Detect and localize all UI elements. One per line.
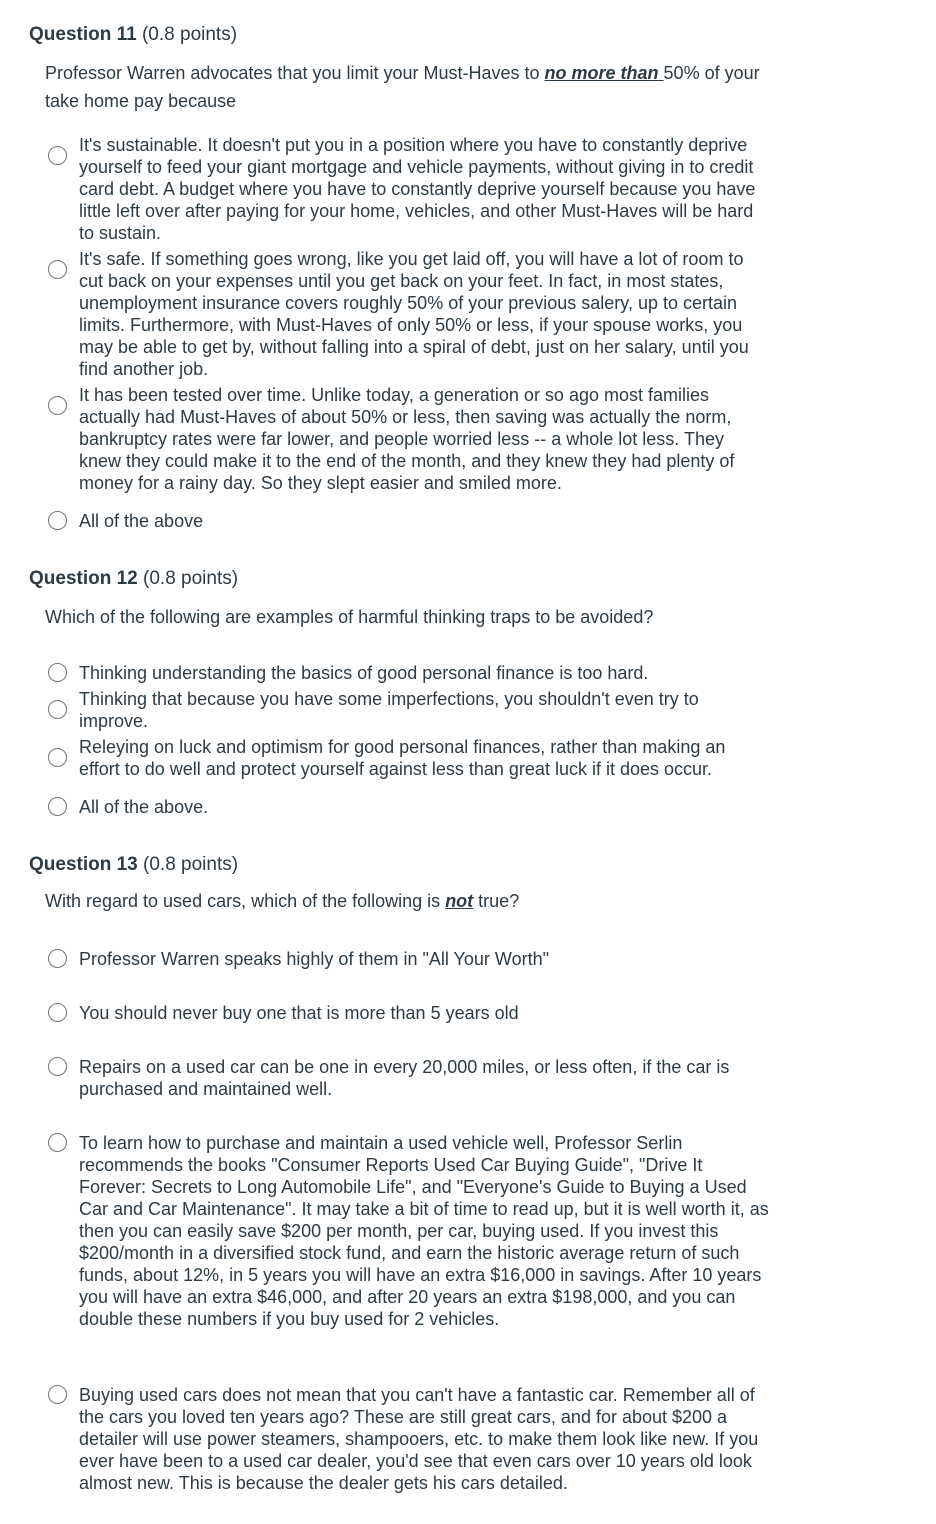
radio-button[interactable] xyxy=(48,949,67,968)
question-13-header xyxy=(29,853,238,877)
prompt-emphasis: not xyxy=(445,891,474,911)
question-number: Question 12 xyxy=(29,568,138,589)
radio-button[interactable] xyxy=(48,260,67,279)
radio-button[interactable] xyxy=(48,1133,67,1152)
radio-button[interactable] xyxy=(48,1003,67,1022)
answer-option-label: Professor Warren speaks highly of them in "All Your Worth" xyxy=(79,949,549,969)
question-number: Question 13 xyxy=(29,854,138,875)
question-points: (0.8 points) xyxy=(143,854,239,875)
answer-option-label: Releying on luck and optimism for good personal finances, rather than making an effort to do well and protect yourself against less than great luck if it does occur. xyxy=(79,737,726,779)
answer-option-label: To learn how to purchase and maintain a used vehicle well, Professor Serlin recommends the books "Consumer Reports Used Car Buying Guide", "Drive It Forever: Secrets to Long Automobile Life", and "Everyone's Guide to Buying a Used Car and Car Maintenance". It may take a bit of time to read up, but it is well worth it, as then you can easily save $200 per month, per car, buying used. If you invest this $200/month in a diversified stock fund, and earn the historic average return of such funds, about 12%, in 5 years you will have an extra $16,000 in savings. After 10 years you will have an extra $46,000, and after 20 years an extra $198,000, and you can double these numbers if you buy used for 2 vehicles. xyxy=(79,1133,769,1329)
question-12-prompt: Which of the following are examples of harmful thinking traps to be avoided? xyxy=(45,607,654,627)
prompt-text: Professor Warren advocates that you limit your Must-Haves to xyxy=(45,63,545,83)
radio-button[interactable] xyxy=(48,511,67,530)
question-11-prompt xyxy=(45,59,785,115)
answer-option-label: Repairs on a used car can be one in every 20,000 miles, or less often, if the car is purchased and maintained well. xyxy=(79,1057,730,1099)
radio-button[interactable] xyxy=(48,748,67,767)
answer-option-label: Thinking understanding the basics of good personal finance is too hard. xyxy=(79,663,649,683)
question-number: Question 11 xyxy=(29,24,137,45)
radio-button[interactable] xyxy=(48,1385,67,1404)
question-points: (0.8 points) xyxy=(143,568,239,589)
question-13-prompt xyxy=(45,887,785,915)
prompt-text: true? xyxy=(473,891,520,911)
radio-button[interactable] xyxy=(48,797,67,816)
radio-button[interactable] xyxy=(48,663,67,682)
answer-option-label: Buying used cars does not mean that you can't have a fantastic car. Remember all of the cars you loved ten years ago? These are still great cars, and for about $200 a detailer will use power steamers, shampooers, etc. to make them look like new. If you ever have been to a used car dealer, you'd see that even cars over 10 years old look almost new. This is because the dealer gets his cars detailed. xyxy=(79,1385,759,1493)
prompt-text: With regard to used cars, which of the following is xyxy=(45,891,446,911)
answer-option-label: Thinking that because you have some imperfections, you shouldn't even try to improve. xyxy=(79,689,699,731)
prompt-emphasis: no more than xyxy=(544,63,664,83)
radio-button[interactable] xyxy=(48,396,67,415)
answer-option-label: All of the above. xyxy=(79,797,209,817)
radio-button[interactable] xyxy=(48,146,67,165)
answer-option-label: You should never buy one that is more than 5 years old xyxy=(79,1003,519,1023)
radio-button[interactable] xyxy=(48,1057,67,1076)
question-points: (0.8 points) xyxy=(141,24,238,45)
question-12-header xyxy=(29,567,238,591)
answer-option-label: It has been tested over time. Unlike today, a generation or so ago most families actually had Must-Haves of about 50% or less, then saving was actually the norm, bankruptcy rates were far lower, and people worried less -- a whole lot less. They knew they could make it to the end of the month, and they knew they had plenty of money for a rainy day. So they slept easier and smiled more. xyxy=(79,385,735,493)
prompt-text: 50% of your take home pay because xyxy=(45,63,760,111)
answer-option-label: It's safe. If something goes wrong, like you get laid off, you will have a lot of room to cut back on your expenses until you get back on your feet. In fact, in most states, unemployment insurance covers roughly 50% of your previous salery, up to certain limits. Furthermore, with Must-Haves of only 50% or less, if your spouse works, you may be able to get by, without falling into a spiral of debt, just on her salary, until you find another job. xyxy=(79,249,749,379)
answer-option-label: It's sustainable. It doesn't put you in a position where you have to constantly deprive yourself to feed your giant mortgage and vehicle payments, without giving in to credit card debt. A budget where you have to constantly deprive yourself because you have little left over after paying for your home, vehicles, and other Must-Haves will be hard to sustain. xyxy=(79,135,756,243)
question-11-header xyxy=(29,23,237,47)
answer-option-label: All of the above xyxy=(79,511,204,531)
radio-button[interactable] xyxy=(48,700,67,719)
